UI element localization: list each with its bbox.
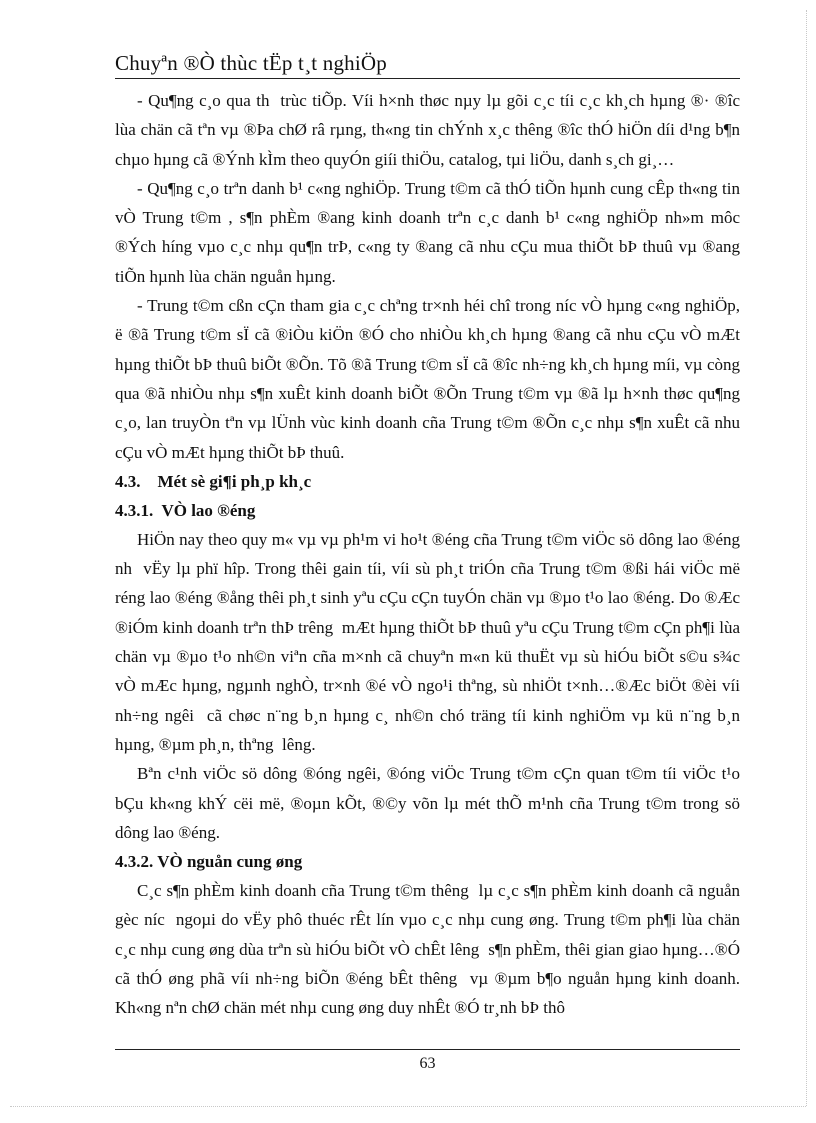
section-heading-4-3-2: 4.3.2. VÒ nguån cung øng — [115, 852, 303, 872]
section-heading-4-3: 4.3. Mét sè gi¶i ph¸p kh¸c — [115, 471, 312, 491]
paragraph-industrial-directory-advertising: - Qu¶ng c¸o trªn danh b¹ c«ng nghiÖp. Trung t©m cã thÓ tiÕn hµnh cung cÊp th«ng tin vÒ Trung t©m , s¶n phÈm ®ang kinh doanh trªn c¸c danh b¹ c«ng nghiÖp nh»m môc ®Ých híng vµo c¸c nhµ qu¶n trÞ, c«ng ty ®ang cã nhu cÇu mua thiÕt bÞ thuû vµ ®ang tiÕn hµnh lùa chän nguån hµng. — [115, 178, 740, 286]
section-heading-4-3-1: 4.3.1. VÒ lao ®éng — [115, 500, 256, 520]
page-number: 63 — [419, 1055, 436, 1072]
header-title: Chuyªn ®Ò thùc tËp t¸t nghiÖp — [115, 51, 387, 75]
page-edge-bottom — [10, 1106, 806, 1107]
page-footer — [115, 1049, 740, 1074]
paragraph-labor-planning: HiÖn nay theo quy m« vµ vµ ph¹m vi ho¹t ®éng cña Trung t©m viÖc sö dông lao ®éng nh vËy lµ phï hîp. Trong thêi gain tíi, víi sù ph¸t triÓn cña Trung t©m ®ßi hái viÖc më réng lao ®éng ®ång thêi ph¸t sinh yªu cÇu cÇn tuyÓn chän vµ ®µo t¹o lao ®éng. Do ®Æc ®iÓm kinh doanh trªn thÞ trêng mÆt hµng thiÕt bÞ thuû yªu cÇu Trung t©m cÇn ph¶i lùa chän vµ ®µo t¹o nh©n viªn cña m×nh cã chuyªn m«n kü thuËt vµ sù hiÓu biÕt s©u s¾c vÒ mÆc hµng, ngµnh nghÒ, tr×nh ®é vÒ ngo¹i thªng, sù nhiÖt t×nh…®Æc biÖt ®èi víi nh÷ng ngêi cã chøc n¨ng b¸n hµng c¸ nh©n chó träng tíi kinh nghiÖm vµ kü n¨ng b¸n hµng, ®µm ph¸n, thªng lêng. — [115, 529, 740, 754]
page-header — [115, 50, 740, 79]
paragraph-direct-mail-advertising: - Qu¶ng c¸o qua th trùc tiÕp. Víi h×nh thøc nµy lµ gõi c¸c tíi c¸c kh¸ch hµng ®· ®îc lùa chän cã tªn vµ ®Þa chØ râ rµng, th«ng tin chÝnh x¸c thêng ®îc thÓ hiÖn díi d¹ng b¶n chµo hµng cã ®Ýnh kÌm theo quyÓn giíi thiÖu, catalog, tµi liÖu, danh s¸ch gi¸… — [115, 91, 740, 169]
paragraph-trade-fairs: - Trung t©m cßn cÇn tham gia c¸c chªng tr×nh héi chî trong níc vÒ hµng c«ng nghiÖp, ë ®ã Trung t©m sÏ cã ®iÒu kiÖn ®Ó cho nhiÒu kh¸ch hµng ®ang cã nhu cÇu vÒ mÆt hµng thiÕt bÞ thuû biÕt ®Õn. Tõ ®ã Trung t©m sÏ cã ®îc nh÷ng kh¸ch hµng míi, vµ còng qua ®ã nhiÒu nhµ s¶n xuÊt kinh doanh biÕt ®Õn Trung t©m vµ ®ã lµ h×nh thøc qu¶ng c¸o, lan truyÒn tªn vµ lÜnh vùc kinh doanh cña Trung t©m ®Õn c¸c nhµ s¶n xuÊt cã nhu cÇu vÒ mÆt hµng thiÕt bÞ thuû. — [115, 296, 740, 462]
paragraph-suppliers: C¸c s¶n phÈm kinh doanh cña Trung t©m thêng lµ c¸c s¶n phÈm kinh doanh cã nguån gèc níc ngoµi do vËy phô thuéc rÊt lín vµo c¸c nhµ cung øng. Trung t©m ph¶i lùa chän c¸c nhµ cung øng dùa trªn sù hiÓu biÕt vÒ chÊt lêng s¶n phÈm, thêi gian giao hµng…®Ó cã thÓ øng phã víi nh÷ng biÕn ®éng bÊt thêng vµ ®µm b¶o nguån hµng kinh doanh. Kh«ng nªn chØ chän mét nhµ cung øng duy nhÊt ®Ó tr¸nh bÞ thô — [115, 881, 740, 1018]
document-body — [115, 86, 740, 1023]
paragraph-work-atmosphere: Bªn c¹nh viÖc sö dông ®óng ngêi, ®óng viÖc Trung t©m cÇn quan t©m tíi viÖc t¹o bÇu kh«ng khÝ cëi më, ®oµn kÕt, ®©y võn lµ mét thÕ m¹nh cña Trung t©m trong sö dông lao ®éng. — [115, 764, 740, 842]
page-edge-right — [806, 10, 807, 1106]
